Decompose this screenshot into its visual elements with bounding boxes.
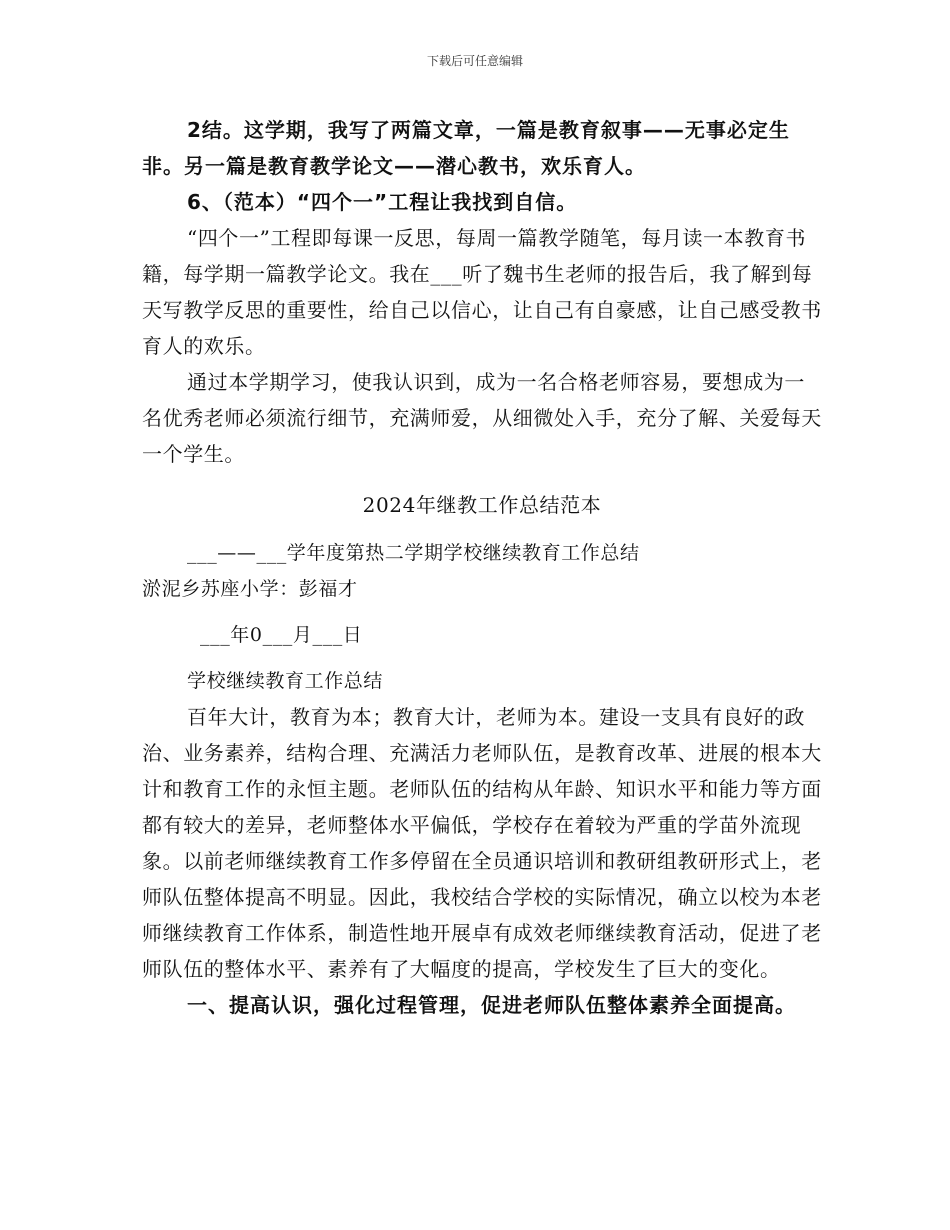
section-heading-four-ones: 6、（范本）“四个一”工程让我找到自信。 xyxy=(187,190,578,214)
document-body xyxy=(142,112,822,1023)
document-date: ___年0___月___日 xyxy=(200,624,363,646)
paragraph-body: 百年大计，教育为本；教育大计，老师为本。建设一支具有良好的政治、业务素养，结构合理、充满活力老师队伍，是教育改革、进展的根本大计和教育工作的永恒主题。老师队伍的结构从年龄、知识水平和能力等方面都有较大的差异，老师整体水平偏低，学校存在着较为严重的学苗外流现象。以前老师继续教育工作多停留在全员通识培训和教研组教研形式上，老师队伍整体提高不明显。因此，我校结合学校的实际情况，确立以校为本老师继续教育工作体系，制造性地开展卓有成效老师继续教育活动，促进了老师队伍的整体水平、素养有了大幅度的提高，学校发生了巨大的变化。 xyxy=(142,705,822,981)
paragraph-summary: 2结。这学期，我写了两篇文章，一篇是教育叙事——无事必定生非。另一篇是教育教学论文——潜心教书，欢乐育人。 xyxy=(142,118,790,178)
section-heading-1: 一、提高认识，强化过程管理，促进老师队伍整体素养全面提高。 xyxy=(187,993,796,1017)
paragraph-four-ones: “四个一”工程即每课一反思，每周一篇教学随笔，每月读一本教育书籍，每学期一篇教学论文。我在___听了魏书生老师的报告后，我了解到每天写教学反思的重要性，给自己以信心，让自己有自豪感，让自己感受教书育人的欢乐。 xyxy=(142,226,822,358)
document-title: 2024年继教工作总结范本 xyxy=(362,493,602,517)
document-heading: 学校继续教育工作总结 xyxy=(187,670,384,692)
document-author: 淤泥乡苏座小学：彭福才 xyxy=(142,578,358,600)
paragraph-conclusion: 通过本学期学习，使我认识到，成为一名合格老师容易，要想成为一名优秀老师必须流行细节，充满师爱，从细微处入手，充分了解、关爱每天一个学生。 xyxy=(142,370,822,466)
page-header: 下载后可任意编辑 xyxy=(426,54,523,68)
document-subtitle: ___——___学年度第热二学期学校继续教育工作总结 xyxy=(187,542,640,564)
